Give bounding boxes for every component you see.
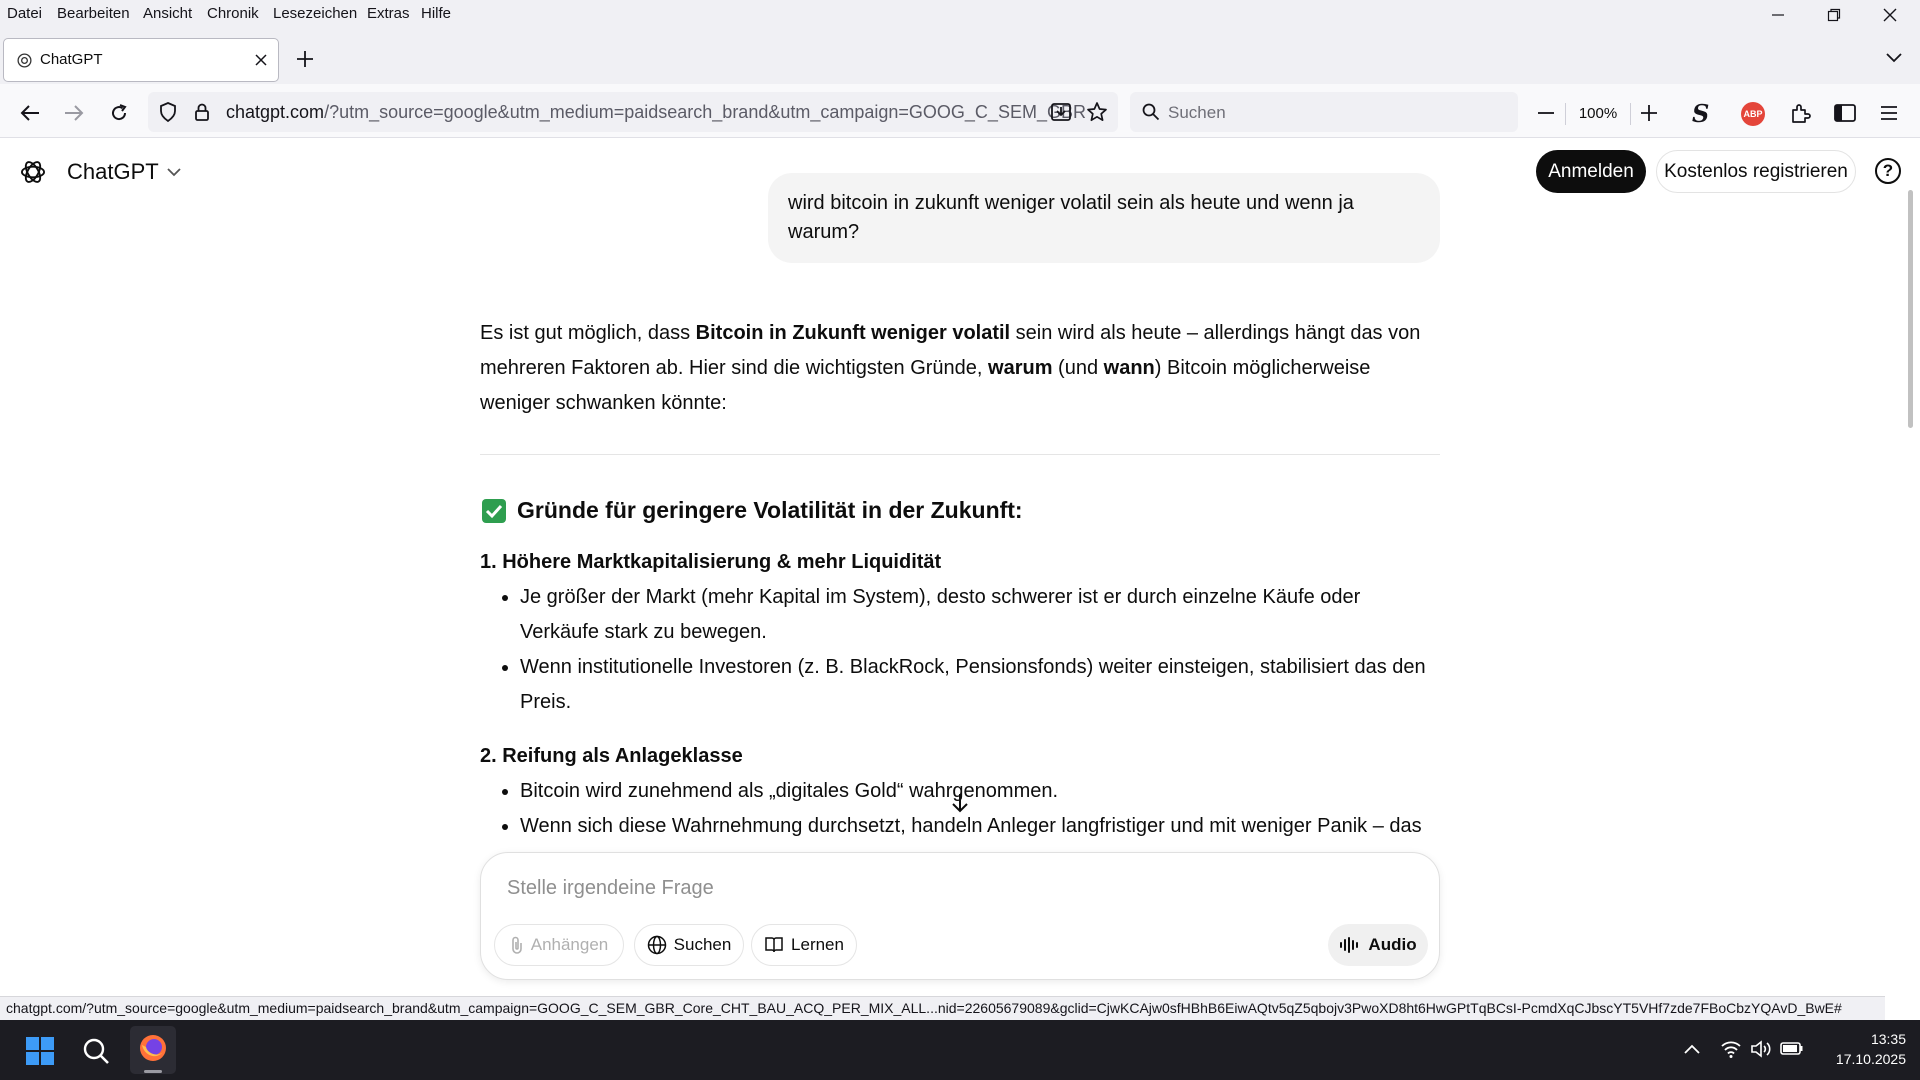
menu-ansicht[interactable]: Ansicht: [143, 5, 193, 22]
status-link-preview: chatgpt.com/?utm_source=google&utm_medium=paidsearch_brand&utm_campaign=GOOG_C_SEM_GBR_Core_CHT_BAU_ACQ_PER_MIX_ALL...nid=22605679089&gclid=CjwKCAjw0sfHBhB6EiwAQtv5qZ5qbojv3PwoXD8ht6HwGPtTqBCsI-PcmdXqCJbscYT5VHf7zde7FBoCbzYQAvD_BwE#: [0, 996, 1885, 1020]
intro-text-3: (und: [1052, 357, 1104, 379]
battery-icon[interactable]: [1780, 1040, 1804, 1056]
taskbar: [0, 1020, 1920, 1080]
scroll-down-arrow-icon[interactable]: [950, 792, 970, 814]
learn-button[interactable]: [751, 924, 857, 966]
hamburger-menu-icon[interactable]: [1880, 105, 1898, 121]
clock[interactable]: [1816, 1029, 1906, 1069]
page-scrollbar-thumb[interactable]: [1908, 190, 1913, 428]
user-message-bubble: wird bitcoin in zukunft weniger volatil sein als heute und wenn ja warum?: [768, 173, 1440, 263]
wifi-icon[interactable]: [1720, 1040, 1742, 1058]
menu-bearbeiten[interactable]: Bearbeiten: [57, 5, 130, 22]
lock-icon[interactable]: [194, 102, 210, 122]
search-icon: [1142, 103, 1160, 121]
list-item: • Bitcoin wird zunehmend als „digitales Gold“ wahrgenommen.: [520, 774, 1440, 809]
menu-hilfe[interactable]: Hilfe: [421, 5, 452, 22]
active-indicator: [144, 1070, 162, 1073]
menu-chronik[interactable]: Chronik: [207, 5, 259, 22]
menu-bar: [0, 0, 1920, 28]
close-icon: [1883, 8, 1897, 22]
audio-label: Audio: [1368, 935, 1417, 954]
tab-list-chevron-icon[interactable]: [1886, 52, 1902, 64]
sidebar-toggle-icon[interactable]: [1834, 104, 1856, 122]
menu-datei[interactable]: Datei: [7, 5, 43, 22]
clock-date: 17.10.2025: [1835, 1051, 1906, 1067]
search-bar[interactable]: [1130, 92, 1518, 132]
url-bar[interactable]: [148, 92, 1118, 132]
paperclip-icon: [510, 935, 524, 955]
signup-button[interactable]: Kostenlos registrieren: [1656, 150, 1856, 193]
audio-waveform-icon: [1339, 937, 1359, 953]
openai-logo-icon: [16, 52, 33, 69]
zoom-in-icon[interactable]: [1640, 104, 1658, 122]
clock-time: 13:35: [1870, 1031, 1906, 1047]
list-item: • Je größer der Markt (mehr Kapital im System), desto schwerer ist er durch einzelne Käufe oder Verkäufe stark zu bewegen.: [520, 580, 1440, 650]
minimize-icon: [1771, 8, 1785, 22]
url-path: /?utm_source=google&utm_medium=paidsearch_brand&utm_campaign=GOOG_C_SEM_GBR: [324, 102, 1086, 122]
point-bullets: [480, 580, 1440, 720]
tab-bar: [0, 28, 1920, 84]
intro-text-1: Es ist gut möglich, dass: [480, 322, 696, 344]
chevron-down-icon: [167, 167, 181, 177]
prompt-input[interactable]: Stelle irgendeine Frage: [507, 877, 714, 899]
firefox-taskbar-button[interactable]: [130, 1026, 176, 1074]
intro-bold-3: wann: [1103, 357, 1155, 379]
url-host: chatgpt.com: [226, 102, 325, 122]
menu-extras[interactable]: Extras: [367, 5, 410, 22]
model-selector[interactable]: [67, 159, 181, 185]
back-arrow-icon: [20, 104, 40, 122]
extensions-puzzle-icon[interactable]: [1789, 102, 1811, 124]
new-tab-icon[interactable]: [296, 50, 314, 68]
taskbar-search-icon[interactable]: [82, 1037, 110, 1065]
restore-icon: [1827, 8, 1841, 22]
tray-chevron-up-icon[interactable]: [1684, 1044, 1700, 1054]
learn-label: Lernen: [791, 935, 844, 954]
close-window-button[interactable]: [1862, 0, 1918, 30]
globe-icon: [647, 935, 667, 955]
tab-title: ChatGPT: [40, 51, 103, 68]
url-text[interactable]: [226, 102, 1086, 123]
attach-label: Anhängen: [530, 935, 609, 954]
zoom-level[interactable]: 100%: [1565, 103, 1631, 125]
search-placeholder: Suchen: [1168, 103, 1226, 122]
forward-arrow-icon: [64, 104, 84, 122]
s-extension-icon[interactable]: S: [1692, 99, 1710, 128]
section-heading: [482, 497, 1023, 524]
tab-chatgpt[interactable]: [3, 38, 279, 82]
point-title: 2. Reifung als Anlageklasse: [480, 745, 743, 767]
list-item: • Wenn sich diese Wahrnehmung durchsetzt, handeln Anleger langfristiger und mit weniger Panik – das: [520, 809, 1440, 879]
divider: [480, 454, 1440, 455]
attach-button[interactable]: [494, 924, 624, 966]
shield-icon[interactable]: [159, 102, 177, 122]
book-icon: [764, 936, 784, 954]
composer: [480, 852, 1440, 980]
checkmark-icon: [482, 499, 506, 523]
help-button[interactable]: ?: [1875, 158, 1901, 184]
intro-text-2: sein wird als heute – allerdings hängt das von mehreren Faktoren ab. Hier sind die wichtigsten Gründe,: [480, 322, 1421, 379]
chatgpt-logo-icon[interactable]: [19, 158, 47, 186]
point-title: 1. Höhere Marktkapitalisierung & mehr Liquidität: [480, 551, 942, 573]
search-tool-button[interactable]: [634, 924, 744, 966]
search-tool-label: Suchen: [673, 935, 732, 954]
login-button[interactable]: Anmelden: [1536, 150, 1646, 193]
firefox-icon: [138, 1033, 168, 1063]
reader-download-icon[interactable]: [1050, 101, 1072, 123]
intro-bold-2: warum: [988, 357, 1053, 379]
intro-bold-1: Bitcoin in Zukunft weniger volatil: [695, 322, 1011, 344]
restore-button[interactable]: [1806, 0, 1862, 30]
bookmark-star-icon[interactable]: [1086, 101, 1108, 123]
windows-start-icon[interactable]: [26, 1037, 54, 1065]
zoom-out-icon[interactable]: [1538, 112, 1554, 114]
assistant-intro: [480, 316, 1440, 421]
intro-text-4: ) Bitcoin möglicherweise weniger schwanken könnte:: [480, 357, 1371, 414]
list-item: • Wenn institutionelle Investoren (z. B. BlackRock, Pensionsfonds) weiter einsteigen, stabilisiert das den Preis.: [520, 650, 1440, 720]
audio-button[interactable]: [1328, 924, 1428, 966]
adblock-icon[interactable]: ABP: [1741, 102, 1765, 126]
reload-button[interactable]: [101, 95, 137, 131]
menu-lesezeichen[interactable]: Lesezeichen: [273, 5, 358, 22]
section-heading-text: Gründe für geringere Volatilität in der Zukunft:: [517, 497, 1023, 523]
forward-button[interactable]: [56, 95, 92, 131]
tab-close-icon[interactable]: [254, 53, 268, 67]
reload-icon: [109, 103, 129, 123]
app-name: ChatGPT: [67, 159, 159, 184]
volume-icon[interactable]: [1750, 1040, 1772, 1058]
minimize-button[interactable]: [1750, 0, 1806, 30]
back-button[interactable]: [12, 95, 48, 131]
